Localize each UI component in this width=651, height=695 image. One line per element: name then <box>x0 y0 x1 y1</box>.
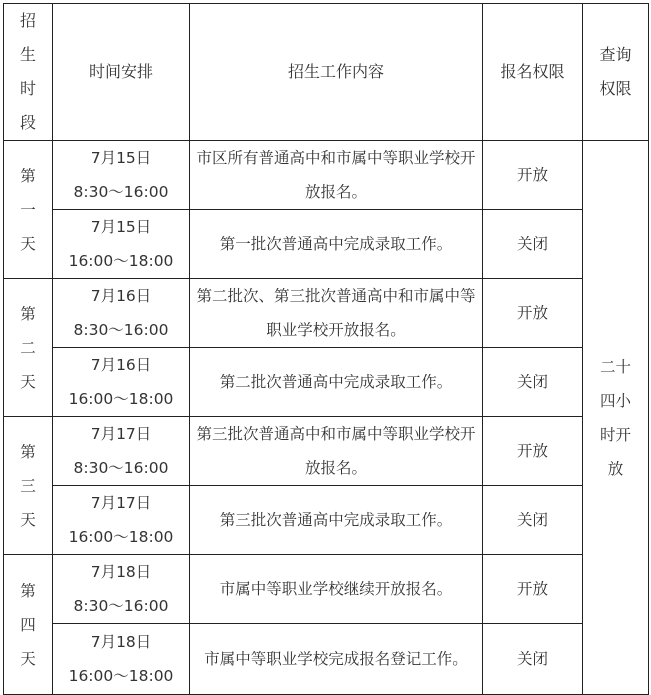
table-row <box>4 141 649 210</box>
time-cell: 7月18日 16:00～18:00 <box>53 624 190 695</box>
day-label: 第 一 天 <box>4 141 53 279</box>
content-cell: 第三批次普通高中完成录取工作。 <box>190 486 483 555</box>
day-label: 第 三 天 <box>4 417 53 555</box>
table-row <box>4 279 649 348</box>
header-reg-permission: 报名权限 <box>483 4 583 141</box>
reg-cell: 关闭 <box>483 624 583 695</box>
table-row <box>4 555 649 624</box>
content-cell: 第二批次普通高中完成录取工作。 <box>190 348 483 417</box>
reg-cell: 开放 <box>483 141 583 210</box>
reg-cell: 开放 <box>483 555 583 624</box>
day-label: 第 二 天 <box>4 279 53 417</box>
time-cell: 7月15日 8:30～16:00 <box>53 141 190 210</box>
table-row <box>4 348 649 417</box>
time-cell: 7月16日 8:30～16:00 <box>53 279 190 348</box>
reg-cell: 关闭 <box>483 348 583 417</box>
time-cell: 7月16日 16:00～18:00 <box>53 348 190 417</box>
header-content: 招生工作内容 <box>190 4 483 141</box>
content-cell: 市属中等职业学校继续开放报名。 <box>190 555 483 624</box>
time-cell: 7月18日 8:30～16:00 <box>53 555 190 624</box>
time-cell: 7月15日 16:00～18:00 <box>53 210 190 279</box>
query-permission-cell: 二十 四小 时开 放 <box>583 141 649 695</box>
content-cell: 第一批次普通高中完成录取工作。 <box>190 210 483 279</box>
header-query-permission: 查询 权限 <box>583 4 649 141</box>
content-cell: 第三批次普通高中和市属中等职业学校开放报名。 <box>190 417 483 486</box>
reg-cell: 关闭 <box>483 486 583 555</box>
table-row <box>4 486 649 555</box>
reg-cell: 关闭 <box>483 210 583 279</box>
content-cell: 市属中等职业学校完成报名登记工作。 <box>190 624 483 695</box>
reg-cell: 开放 <box>483 417 583 486</box>
time-cell: 7月17日 16:00～18:00 <box>53 486 190 555</box>
admission-schedule-table <box>3 3 649 695</box>
time-cell: 7月17日 8:30～16:00 <box>53 417 190 486</box>
reg-cell: 开放 <box>483 279 583 348</box>
header-segment: 招 生 时 段 <box>4 4 53 141</box>
content-cell: 市区所有普通高中和市属中等职业学校开放报名。 <box>190 141 483 210</box>
day-label: 第 四 天 <box>4 555 53 695</box>
content-cell: 第二批次、第三批次普通高中和市属中等职业学校开放报名。 <box>190 279 483 348</box>
header-time: 时间安排 <box>53 4 190 141</box>
table-row <box>4 210 649 279</box>
table-row <box>4 417 649 486</box>
table-row <box>4 624 649 695</box>
